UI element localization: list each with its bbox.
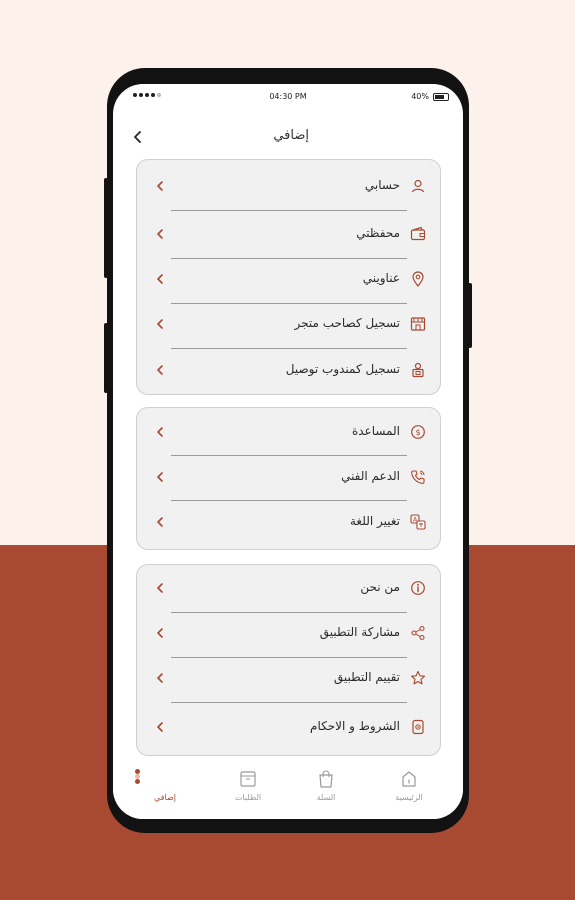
menu-item-label: المساعدة	[351, 424, 400, 438]
chevron-left-icon	[153, 626, 167, 640]
phone-icon	[410, 469, 426, 485]
chevron-left-icon	[153, 671, 167, 685]
menu-item-share-app[interactable]	[137, 619, 440, 649]
nav-tab-orders[interactable]	[218, 769, 278, 802]
page-title: إضافي	[273, 128, 309, 143]
phone-side-button	[104, 323, 108, 393]
battery-percent: 40%	[411, 92, 429, 101]
menu-item-label: عناويني	[362, 271, 400, 285]
menu-item-rate-app[interactable]	[137, 664, 440, 694]
svg-text:A: A	[412, 516, 418, 524]
store-icon	[410, 316, 426, 332]
status-bar	[113, 91, 463, 105]
home-icon	[400, 769, 418, 789]
nav-label: السلة	[316, 793, 336, 802]
chevron-left-icon	[153, 425, 167, 439]
divider	[171, 348, 407, 349]
star-icon	[410, 670, 426, 686]
app-screen	[113, 84, 463, 819]
user-icon	[410, 178, 426, 194]
divider	[171, 702, 407, 703]
menu-item-label: تسجيل كمندوب توصيل	[285, 362, 400, 376]
divider	[171, 258, 407, 259]
share-icon	[410, 625, 426, 641]
menu-item-label: الشروط و الاحكام	[310, 719, 400, 733]
menu-item-label: مشاركة التطبيق	[319, 625, 400, 639]
divider	[171, 210, 407, 211]
back-button[interactable]	[127, 126, 149, 148]
info-icon	[410, 580, 426, 596]
menu-item-about-us[interactable]	[137, 574, 440, 604]
divider	[171, 455, 407, 456]
menu-group-support	[136, 407, 441, 550]
wallet-icon	[410, 226, 426, 242]
menu-item-register-courier[interactable]	[137, 356, 440, 386]
menu-item-my-wallet[interactable]	[137, 220, 440, 250]
battery-icon	[433, 93, 449, 101]
chevron-left-icon	[153, 720, 167, 734]
courier-icon	[410, 362, 426, 378]
menu-item-label: تغيير اللغة	[350, 514, 400, 528]
nav-label: الطلبات	[234, 793, 262, 802]
divider	[171, 500, 407, 501]
menu-item-label: من نحن	[360, 580, 400, 594]
menu-item-register-store-owner[interactable]	[137, 310, 440, 340]
header	[113, 124, 463, 150]
divider	[171, 612, 407, 613]
help-icon	[410, 424, 426, 440]
cart-bag-icon	[317, 769, 335, 789]
menu-item-my-account[interactable]	[137, 172, 440, 202]
more-dots-icon	[135, 769, 195, 789]
svg-text:$: $	[415, 428, 421, 437]
menu-item-label: تقييم التطبيق	[333, 670, 400, 684]
nav-tab-more[interactable]	[135, 769, 195, 802]
chevron-left-icon	[153, 317, 167, 331]
status-time: 04:30 PM	[269, 92, 307, 101]
nav-label: إضافي	[154, 793, 176, 802]
chevron-left-icon	[153, 179, 167, 193]
menu-item-label: محفظتي	[356, 226, 400, 240]
chevron-left-icon	[132, 130, 144, 144]
location-pin-icon	[410, 271, 426, 287]
phone-side-button	[104, 178, 108, 278]
menu-item-change-language[interactable]	[137, 508, 440, 538]
menu-item-help[interactable]	[137, 418, 440, 448]
bottom-navigation	[113, 759, 463, 819]
menu-group-account	[136, 159, 441, 395]
phone-frame	[107, 68, 469, 833]
chevron-left-icon	[153, 272, 167, 286]
menu-item-label: حسابي	[364, 178, 400, 192]
chevron-left-icon	[153, 581, 167, 595]
nav-label: الرئيسية	[395, 793, 423, 802]
nav-tab-home[interactable]	[379, 769, 439, 802]
chevron-left-icon	[153, 227, 167, 241]
chevron-left-icon	[153, 515, 167, 529]
nav-tab-cart[interactable]	[296, 769, 356, 802]
phone-side-button	[468, 283, 472, 348]
document-icon	[410, 719, 426, 735]
orders-box-icon	[239, 769, 257, 789]
divider	[171, 657, 407, 658]
menu-item-label: تسجيل كصاحب متجر	[294, 316, 400, 330]
menu-item-my-addresses[interactable]	[137, 265, 440, 295]
chevron-left-icon	[153, 363, 167, 377]
menu-item-terms[interactable]	[137, 713, 440, 743]
menu-item-tech-support[interactable]	[137, 463, 440, 493]
menu-item-label: الدعم الفني	[341, 469, 400, 483]
menu-group-about	[136, 564, 441, 756]
divider	[171, 303, 407, 304]
translate-icon	[410, 514, 426, 530]
chevron-left-icon	[153, 470, 167, 484]
